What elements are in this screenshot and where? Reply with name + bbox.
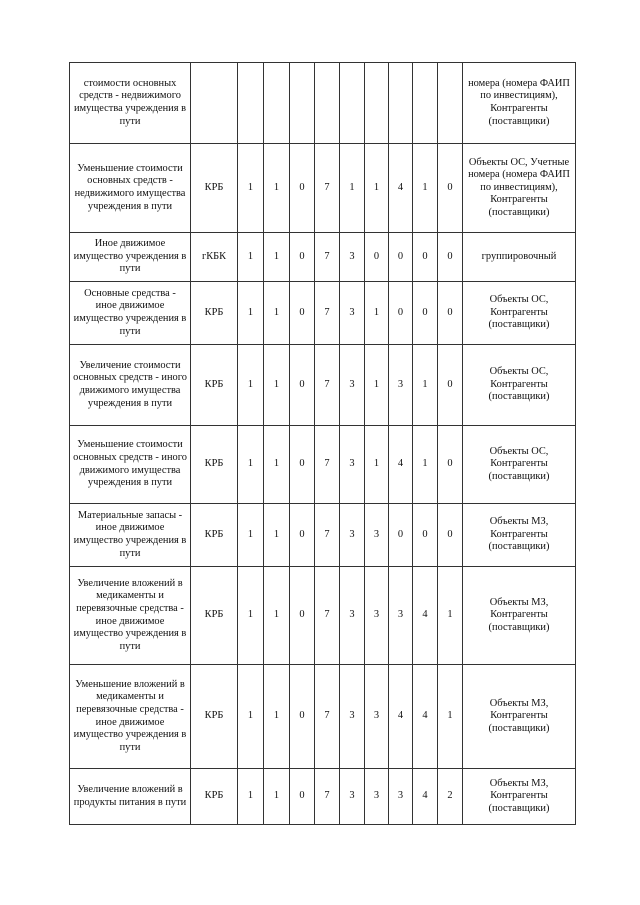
account-digit-cell: 0: [438, 144, 463, 233]
account-digit-cell: 0: [290, 282, 315, 345]
account-digit-cell: 1: [238, 144, 264, 233]
account-name-cell: Уменьшение стоимости основных средств - недвижимого имущества учреждения в пути: [70, 144, 191, 233]
accounts-table: [69, 62, 576, 825]
account-digit-cell: 0: [290, 504, 315, 567]
account-digit-cell: [264, 63, 290, 144]
account-digit-cell: 1: [438, 665, 463, 769]
account-digit-cell: 0: [438, 233, 463, 282]
account-digit-cell: 1: [340, 144, 365, 233]
table-row: [70, 233, 576, 282]
table-row: [70, 426, 576, 504]
account-digit-cell: 0: [413, 233, 438, 282]
account-digit-cell: 4: [389, 426, 413, 504]
account-digit-cell: 0: [290, 769, 315, 825]
account-digit-cell: 1: [238, 282, 264, 345]
account-name-cell: Уменьшение вложений в медикаменты и перевязочные средства - иное движимое имущество учреждения в пути: [70, 665, 191, 769]
account-digit-cell: 0: [290, 345, 315, 426]
account-digit-cell: 4: [389, 144, 413, 233]
account-digit-cell: 0: [389, 233, 413, 282]
account-name-cell: Основные средства - иное движимое имущество учреждения в пути: [70, 282, 191, 345]
account-digit-cell: 4: [413, 769, 438, 825]
account-digit-cell: 1: [238, 426, 264, 504]
account-digit-cell: [238, 63, 264, 144]
account-digit-cell: 0: [290, 144, 315, 233]
account-digit-cell: [438, 63, 463, 144]
account-digit-cell: [340, 63, 365, 144]
analytics-cell: Объекты ОС, Учетные номера (номера ФАИП по инвестициям), Контрагенты (поставщики): [463, 144, 576, 233]
table-row: [70, 63, 576, 144]
account-digit-cell: 7: [315, 426, 340, 504]
account-digit-cell: 3: [340, 504, 365, 567]
table-body: [70, 63, 576, 825]
account-digit-cell: [290, 63, 315, 144]
account-name-cell: Уменьшение стоимости основных средств - иного движимого имущества учреждения в пути: [70, 426, 191, 504]
account-digit-cell: 1: [264, 567, 290, 665]
account-digit-cell: [365, 63, 389, 144]
table-row: [70, 567, 576, 665]
table-row: [70, 665, 576, 769]
account-digit-cell: 7: [315, 144, 340, 233]
account-digit-cell: 3: [340, 233, 365, 282]
account-digit-cell: 0: [413, 282, 438, 345]
account-digit-cell: 0: [290, 426, 315, 504]
account-digit-cell: 1: [413, 426, 438, 504]
account-digit-cell: 0: [438, 504, 463, 567]
account-digit-cell: 1: [264, 345, 290, 426]
kbk-cell: гКБК: [191, 233, 238, 282]
account-digit-cell: 7: [315, 769, 340, 825]
account-digit-cell: 1: [264, 144, 290, 233]
account-name-cell: Увеличение вложений в продукты питания в пути: [70, 769, 191, 825]
account-digit-cell: 3: [365, 504, 389, 567]
account-digit-cell: 0: [290, 233, 315, 282]
analytics-cell: номера (номера ФАИП по инвестициям), Контрагенты (поставщики): [463, 63, 576, 144]
table-row: [70, 345, 576, 426]
analytics-cell: группировочный: [463, 233, 576, 282]
account-digit-cell: 0: [365, 233, 389, 282]
account-digit-cell: 7: [315, 345, 340, 426]
kbk-cell: КРБ: [191, 345, 238, 426]
account-digit-cell: 0: [389, 504, 413, 567]
account-digit-cell: 1: [413, 144, 438, 233]
account-digit-cell: 3: [365, 769, 389, 825]
account-digit-cell: 3: [365, 665, 389, 769]
kbk-cell: КРБ: [191, 282, 238, 345]
account-digit-cell: 0: [413, 504, 438, 567]
kbk-cell: КРБ: [191, 665, 238, 769]
account-digit-cell: 1: [413, 345, 438, 426]
analytics-cell: Объекты МЗ, Контрагенты (поставщики): [463, 504, 576, 567]
account-digit-cell: [389, 63, 413, 144]
account-digit-cell: 3: [340, 282, 365, 345]
kbk-cell: [191, 63, 238, 144]
account-digit-cell: 1: [264, 504, 290, 567]
analytics-cell: Объекты ОС, Контрагенты (поставщики): [463, 426, 576, 504]
analytics-cell: Объекты ОС, Контрагенты (поставщики): [463, 345, 576, 426]
account-digit-cell: 3: [340, 665, 365, 769]
account-digit-cell: 1: [365, 345, 389, 426]
kbk-cell: КРБ: [191, 769, 238, 825]
account-name-cell: стоимости основных средств - недвижимого имущества учреждения в пути: [70, 63, 191, 144]
account-digit-cell: 3: [389, 567, 413, 665]
account-digit-cell: 1: [238, 665, 264, 769]
account-digit-cell: 1: [264, 282, 290, 345]
account-name-cell: Материальные запасы - иное движимое имущество учреждения в пути: [70, 504, 191, 567]
kbk-cell: КРБ: [191, 504, 238, 567]
account-digit-cell: 1: [238, 233, 264, 282]
analytics-cell: Объекты ОС, Контрагенты (поставщики): [463, 282, 576, 345]
account-name-cell: Увеличение вложений в медикаменты и перевязочные средства - иное движимое имущество учреждения в пути: [70, 567, 191, 665]
account-digit-cell: 1: [264, 426, 290, 504]
account-digit-cell: 7: [315, 233, 340, 282]
account-digit-cell: 1: [365, 282, 389, 345]
account-digit-cell: 3: [340, 345, 365, 426]
account-digit-cell: 0: [290, 665, 315, 769]
account-digit-cell: 3: [340, 426, 365, 504]
account-digit-cell: 7: [315, 504, 340, 567]
account-name-cell: Иное движимое имущество учреждения в пути: [70, 233, 191, 282]
account-digit-cell: 1: [238, 567, 264, 665]
account-digit-cell: 1: [238, 345, 264, 426]
account-digit-cell: 4: [389, 665, 413, 769]
account-digit-cell: 1: [365, 144, 389, 233]
account-digit-cell: 3: [340, 567, 365, 665]
kbk-cell: КРБ: [191, 144, 238, 233]
account-digit-cell: 2: [438, 769, 463, 825]
account-name-cell: Увеличение стоимости основных средств - иного движимого имущества учреждения в пути: [70, 345, 191, 426]
table-row: [70, 504, 576, 567]
account-digit-cell: 1: [238, 504, 264, 567]
account-digit-cell: 3: [340, 769, 365, 825]
account-digit-cell: 0: [389, 282, 413, 345]
account-digit-cell: 1: [238, 769, 264, 825]
account-digit-cell: 0: [438, 282, 463, 345]
account-digit-cell: [413, 63, 438, 144]
analytics-cell: Объекты МЗ, Контрагенты (поставщики): [463, 769, 576, 825]
table-row: [70, 144, 576, 233]
analytics-cell: Объекты МЗ, Контрагенты (поставщики): [463, 665, 576, 769]
kbk-cell: КРБ: [191, 426, 238, 504]
account-digit-cell: 7: [315, 567, 340, 665]
table-row: [70, 769, 576, 825]
account-digit-cell: 0: [438, 426, 463, 504]
account-digit-cell: [315, 63, 340, 144]
account-digit-cell: 1: [264, 233, 290, 282]
account-digit-cell: 1: [438, 567, 463, 665]
account-digit-cell: 0: [438, 345, 463, 426]
account-digit-cell: 7: [315, 282, 340, 345]
account-digit-cell: 0: [290, 567, 315, 665]
account-digit-cell: 4: [413, 665, 438, 769]
account-digit-cell: 3: [389, 769, 413, 825]
account-digit-cell: 1: [264, 769, 290, 825]
account-digit-cell: 4: [413, 567, 438, 665]
analytics-cell: Объекты МЗ, Контрагенты (поставщики): [463, 567, 576, 665]
kbk-cell: КРБ: [191, 567, 238, 665]
account-digit-cell: 7: [315, 665, 340, 769]
account-digit-cell: 3: [389, 345, 413, 426]
table-row: [70, 282, 576, 345]
account-digit-cell: 1: [365, 426, 389, 504]
account-digit-cell: 3: [365, 567, 389, 665]
account-digit-cell: 1: [264, 665, 290, 769]
